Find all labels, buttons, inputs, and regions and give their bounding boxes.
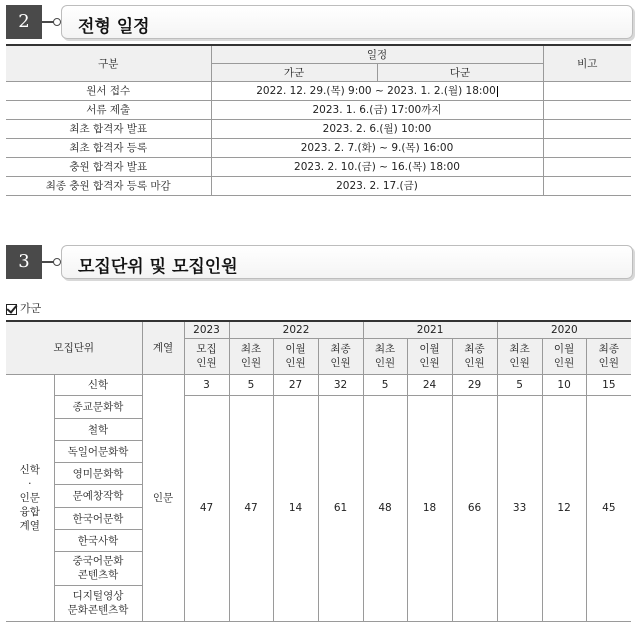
header-sub: 최종 인원 bbox=[586, 338, 631, 374]
value-cell: 45 bbox=[586, 395, 631, 621]
header-sub: 모집 인원 bbox=[184, 338, 229, 374]
table-row bbox=[6, 395, 631, 418]
value-cell: 3 bbox=[184, 374, 229, 395]
section-title-box bbox=[61, 245, 633, 279]
header-year: 2021 bbox=[363, 321, 497, 338]
row-label: 서류 제출 bbox=[6, 100, 211, 119]
section-title: 전형 일정 bbox=[78, 17, 150, 37]
row-value: 2023. 2. 10.(금) ~ 16.(목) 18:00 bbox=[211, 157, 543, 176]
section-number-badge: 2 bbox=[6, 5, 42, 39]
section-3-header bbox=[6, 245, 633, 279]
header-year: 2020 bbox=[497, 321, 631, 338]
row-value: 2022. 12. 29.(목) 9:00 ~ 2023. 1. 2.(월) 18:00 bbox=[211, 81, 543, 100]
section-title-box bbox=[61, 5, 633, 39]
major-name: 철학 bbox=[54, 418, 142, 440]
table-row bbox=[6, 374, 631, 395]
section-title: 모집단위 및 모집인원 bbox=[78, 257, 238, 277]
row-value: 2023. 2. 17.(금) bbox=[211, 176, 543, 195]
value-cell: 61 bbox=[318, 395, 363, 621]
text-cursor bbox=[497, 86, 498, 97]
section-number-badge: 3 bbox=[6, 245, 42, 279]
major-name: 독일어문화학 bbox=[54, 440, 142, 462]
value-cell: 33 bbox=[497, 395, 542, 621]
row-label: 최초 합격자 등록 bbox=[6, 138, 211, 157]
row-remarks bbox=[543, 176, 631, 195]
table-row bbox=[6, 81, 631, 100]
major-name: 문예창작학 bbox=[54, 484, 142, 507]
group-label bbox=[6, 300, 41, 316]
header-group-ga: 가군 bbox=[211, 63, 377, 81]
header-schedule: 일정 bbox=[211, 45, 543, 63]
table-row bbox=[6, 138, 631, 157]
header-sub: 최종 인원 bbox=[318, 338, 363, 374]
header-sub: 최초 인원 bbox=[497, 338, 542, 374]
major-name: 종교문화학 bbox=[54, 395, 142, 418]
value-cell: 5 bbox=[363, 374, 407, 395]
row-value: 2023. 1. 6.(금) 17:00까지 bbox=[211, 100, 543, 119]
row-label: 원서 접수 bbox=[6, 81, 211, 100]
quota-table bbox=[6, 320, 631, 622]
table-row bbox=[6, 100, 631, 119]
division-cell: 신학 · 인문 융합 계열 bbox=[6, 374, 54, 621]
value-cell: 14 bbox=[273, 395, 318, 621]
major-name: 중국어문화 콘텐츠학 bbox=[54, 551, 142, 585]
header-sub: 이월 인원 bbox=[542, 338, 586, 374]
row-remarks bbox=[543, 157, 631, 176]
header-sub: 최초 인원 bbox=[229, 338, 273, 374]
connector-dot bbox=[53, 258, 61, 266]
value-cell: 18 bbox=[407, 395, 452, 621]
connector-dot bbox=[53, 18, 61, 26]
header-sub: 이월 인원 bbox=[273, 338, 318, 374]
value-cell: 5 bbox=[497, 374, 542, 395]
row-remarks bbox=[543, 100, 631, 119]
value-cell: 5 bbox=[229, 374, 273, 395]
section-2-header bbox=[6, 5, 633, 39]
row-remarks bbox=[543, 119, 631, 138]
value-cell: 47 bbox=[229, 395, 273, 621]
value-cell: 47 bbox=[184, 395, 229, 621]
value-cell: 10 bbox=[542, 374, 586, 395]
header-category: 구분 bbox=[6, 45, 211, 81]
track-cell: 인문 bbox=[142, 374, 184, 621]
header-track: 계열 bbox=[142, 321, 184, 374]
table-row bbox=[6, 157, 631, 176]
header-year: 2023 bbox=[184, 321, 229, 338]
major-name: 한국어문학 bbox=[54, 507, 142, 529]
row-label: 최종 충원 합격자 등록 마감 bbox=[6, 176, 211, 195]
major-name: 한국사학 bbox=[54, 529, 142, 551]
header-sub: 최종 인원 bbox=[452, 338, 497, 374]
checkbox-checked-icon bbox=[6, 304, 17, 315]
value-cell: 32 bbox=[318, 374, 363, 395]
header-remarks: 비고 bbox=[543, 45, 631, 81]
value-cell: 12 bbox=[542, 395, 586, 621]
value-cell: 15 bbox=[586, 374, 631, 395]
row-value: 2023. 2. 7.(화) ~ 9.(목) 16:00 bbox=[211, 138, 543, 157]
value-cell: 27 bbox=[273, 374, 318, 395]
header-unit: 모집단위 bbox=[6, 321, 142, 374]
group-label-text: 가군 bbox=[20, 302, 42, 315]
row-value: 2023. 2. 6.(월) 10:00 bbox=[211, 119, 543, 138]
value-cell: 24 bbox=[407, 374, 452, 395]
table-row bbox=[6, 176, 631, 195]
row-label: 충원 합격자 발표 bbox=[6, 157, 211, 176]
row-label: 최초 합격자 발표 bbox=[6, 119, 211, 138]
value-cell: 66 bbox=[452, 395, 497, 621]
major-name: 디지털영상 문화콘텐츠학 bbox=[54, 585, 142, 621]
header-sub: 이월 인원 bbox=[407, 338, 452, 374]
value-cell: 29 bbox=[452, 374, 497, 395]
row-remarks bbox=[543, 81, 631, 100]
row-remarks bbox=[543, 138, 631, 157]
header-group-da: 다군 bbox=[377, 63, 543, 81]
header-sub: 최초 인원 bbox=[363, 338, 407, 374]
table-row bbox=[6, 119, 631, 138]
major-name: 신학 bbox=[54, 374, 142, 395]
header-year: 2022 bbox=[229, 321, 363, 338]
schedule-table bbox=[6, 44, 631, 196]
major-name: 영미문화학 bbox=[54, 462, 142, 484]
value-cell: 48 bbox=[363, 395, 407, 621]
